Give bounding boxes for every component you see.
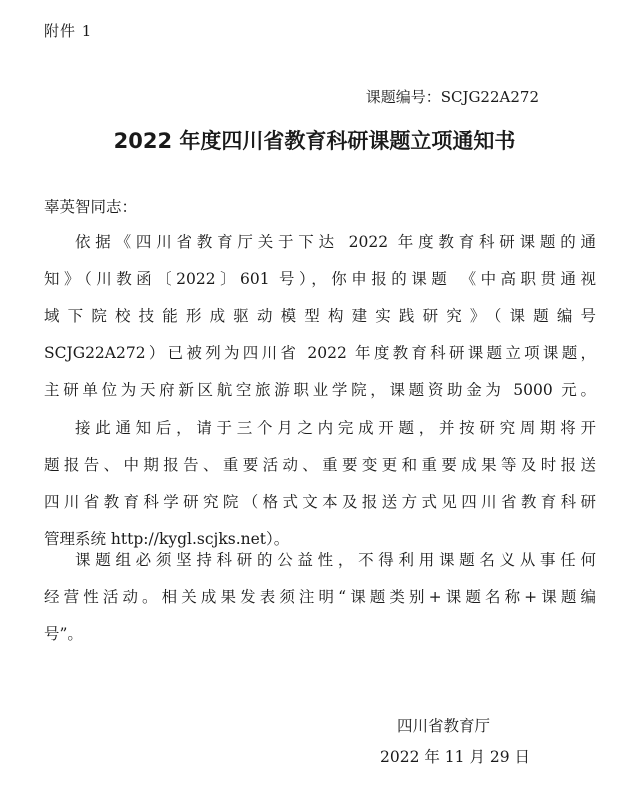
- paragraph-line: 题报告、中期报告、重要活动、重要变更和重要成果等及时报送: [44, 456, 596, 474]
- salutation: 辜英智同志：: [44, 198, 138, 216]
- issue-date: 2022 年 11 月 29 日: [380, 748, 531, 766]
- document-title: 2022 年度四川省教育科研课题立项通知书: [113, 129, 516, 153]
- paragraph-line: 依据《四川省教育厅关于下达 2022 年度教育科研课题的通: [75, 233, 596, 251]
- issuer-name: 四川省教育厅: [397, 717, 491, 735]
- attachment-label: 附件 1: [44, 22, 93, 40]
- paragraph-line: 主研单位为天府新区航空旅游职业学院，课题资助金为 5000 元。: [44, 381, 596, 399]
- paragraph-requirements: [44, 410, 596, 558]
- paragraph-line: 经营性活动。相关成果发表须注明“课题类别+课题名称+课题编: [44, 588, 596, 606]
- paragraph-line: 管理系统 http://kygl.scjks.net）。: [44, 530, 290, 548]
- paragraph-conduct: [44, 542, 596, 653]
- paragraph-line: 号”。: [44, 625, 83, 643]
- paragraph-line: 四川省教育科学研究院（格式文本及报送方式见四川省教育科研: [44, 493, 596, 511]
- paragraph-line: 课题组必须坚持科研的公益性，不得利用课题名义从事任何: [75, 551, 596, 569]
- paragraph-funding: [44, 224, 596, 409]
- paragraph-line: 域下院校技能形成驱动模型构建实践研究》（课题编号: [44, 307, 596, 325]
- paragraph-line: SCJG22A272）已被列为四川省 2022 年度教育科研课题立项课题，: [44, 344, 596, 362]
- paragraph-line: 接此通知后，请于三个月之内完成开题，并按研究周期将开: [75, 419, 596, 437]
- project-number: 课题编号：SCJG22A272: [365, 88, 539, 106]
- paragraph-line: 知》（川教函〔2022〕601 号），你申报的课题 《中高职贯通视: [44, 270, 596, 288]
